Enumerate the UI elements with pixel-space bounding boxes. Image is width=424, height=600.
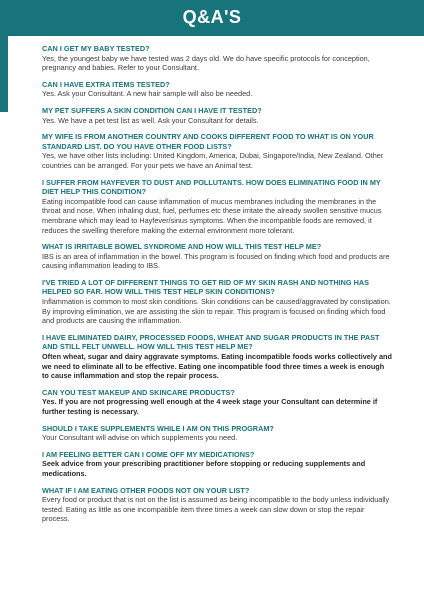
answer-text: Yes, we have other lists including: United Kingdom, America, Dubai, Singapore/India, New Zealand. Other countries can be arranged. For your pets we have an Animal test. bbox=[42, 151, 384, 170]
qa-item bbox=[42, 106, 392, 125]
question-heading: SHOULD I TAKE SUPPLEMENTS WHILE I AM ON THIS PROGRAM? bbox=[42, 423, 274, 433]
answer-text: Seek advice from your prescribing practitioner before stopping or reducing supplements and medications. bbox=[42, 459, 366, 478]
answer-text: Often wheat, sugar and dairy aggravate symptoms. Eating incompatible foods works collectively and we need to eliminate all to be effective. Eating one incompatible food three times a week is enough to cause inflammation and stop the repair process. bbox=[42, 352, 392, 381]
qa-item bbox=[42, 80, 392, 99]
answer-text: Your Consultant will advise on which supplements you need. bbox=[42, 433, 238, 443]
question-heading: CAN I HAVE EXTRA ITEMS TESTED? bbox=[42, 79, 170, 89]
qa-item bbox=[42, 44, 392, 73]
answer-text: IBS is an area of inflammation in the bowel. This program is focused on finding which food and products are causing inflammation leading to IBS. bbox=[42, 251, 390, 271]
question-heading: CAN YOU TEST MAKEUP AND SKINCARE PRODUCTS? bbox=[42, 387, 235, 397]
answer-text: Yes. Ask your Consultant. A new hair sample will also be needed. bbox=[42, 89, 253, 99]
qa-item bbox=[42, 424, 392, 443]
question-heading: I AM FEELING BETTER CAN I COME OFF MY MEDICATIONS? bbox=[42, 449, 255, 459]
answer-text: Inflammation is common to most skin conditions. Skin conditions can be caused/aggravated by constipation. By improving elimination, we are assisting the skin to repair. This program is focused on finding which food and products are causing the inflammation. bbox=[42, 297, 391, 326]
qa-item bbox=[42, 486, 392, 524]
qa-item bbox=[42, 278, 392, 326]
page-title: Q&A'S bbox=[182, 7, 242, 27]
header-banner bbox=[0, 0, 424, 36]
question-heading: I HAVE ELIMINATED DAIRY, PROCESSED FOODS, WHEAT AND SUGAR PRODUCTS IN THE PAST AND STILL FELT UNWELL. HOW WILL THIS TEST HELP ME? bbox=[42, 332, 380, 352]
qa-item bbox=[42, 450, 392, 479]
qa-item bbox=[42, 388, 392, 417]
answer-text: Yes. We have a pet test list as well. Ask your Consultant for details. bbox=[42, 115, 259, 125]
answer-text: Yes. If you are not progressing well enough at the 4 week stage your Consultant can determine if further testing is necessary. bbox=[42, 397, 378, 416]
qa-list bbox=[42, 44, 392, 531]
question-heading: WHAT IF I AM EATING OTHER FOODS NOT ON YOUR LIST? bbox=[42, 485, 250, 495]
answer-text: Eating incompatible food can cause inflammation of mucus membranes including the membranes in the throat and nose. When inhaling dust, fuel, perfumes etc these irritate the already swollen sensitive mucus membrane which may lead to Hayfever/sinus symptoms. When the incompatible foods are removed, it reduces the swelling therefore making the external environment more tolerant. bbox=[42, 196, 382, 235]
question-heading: MY WIFE IS FROM ANOTHER COUNTRY AND COOKS DIFFERENT FOOD TO WHAT IS ON YOUR STANDARD LIST. DO YOU HAVE OTHER FOOD LISTS? bbox=[42, 132, 374, 151]
answer-text: Yes, the youngest baby we have tested was 2 days old. We do have specific protocols for conception, pregnancy and babies. Refer to your Consultant. bbox=[42, 53, 370, 73]
accent-band bbox=[0, 36, 8, 112]
question-heading: I SUFFER FROM HAYFEVER TO DUST AND POLLUTANTS. HOW DOES ELIMINATING FOOD IN MY DIET HELP THIS CONDITION? bbox=[42, 177, 381, 197]
question-heading: CAN I GET MY BABY TESTED? bbox=[42, 44, 150, 53]
qa-item bbox=[42, 132, 392, 170]
question-heading: WHAT IS IRRITABLE BOWEL SYNDROME AND HOW WILL THIS TEST HELP ME? bbox=[42, 242, 322, 252]
qa-item bbox=[42, 242, 392, 271]
question-heading: I'VE TRIED A LOT OF DIFFERENT THINGS TO GET RID OF MY SKIN RASH AND NOTHING HAS HELPED SO FAR. HOW WILL THIS TEST HELP SKIN CONDITIONS? bbox=[42, 277, 369, 297]
qa-item bbox=[42, 178, 392, 236]
question-heading: MY PET SUFFERS A SKIN CONDITION CAN I HAVE IT TESTED? bbox=[42, 105, 262, 115]
qa-item bbox=[42, 333, 392, 381]
answer-text: Every food or product that is not on the list is assumed as being incompatible to the body unless individually tested. Eating as little as one incompatible item three times a week can slow down or stop the repair process. bbox=[42, 495, 390, 524]
